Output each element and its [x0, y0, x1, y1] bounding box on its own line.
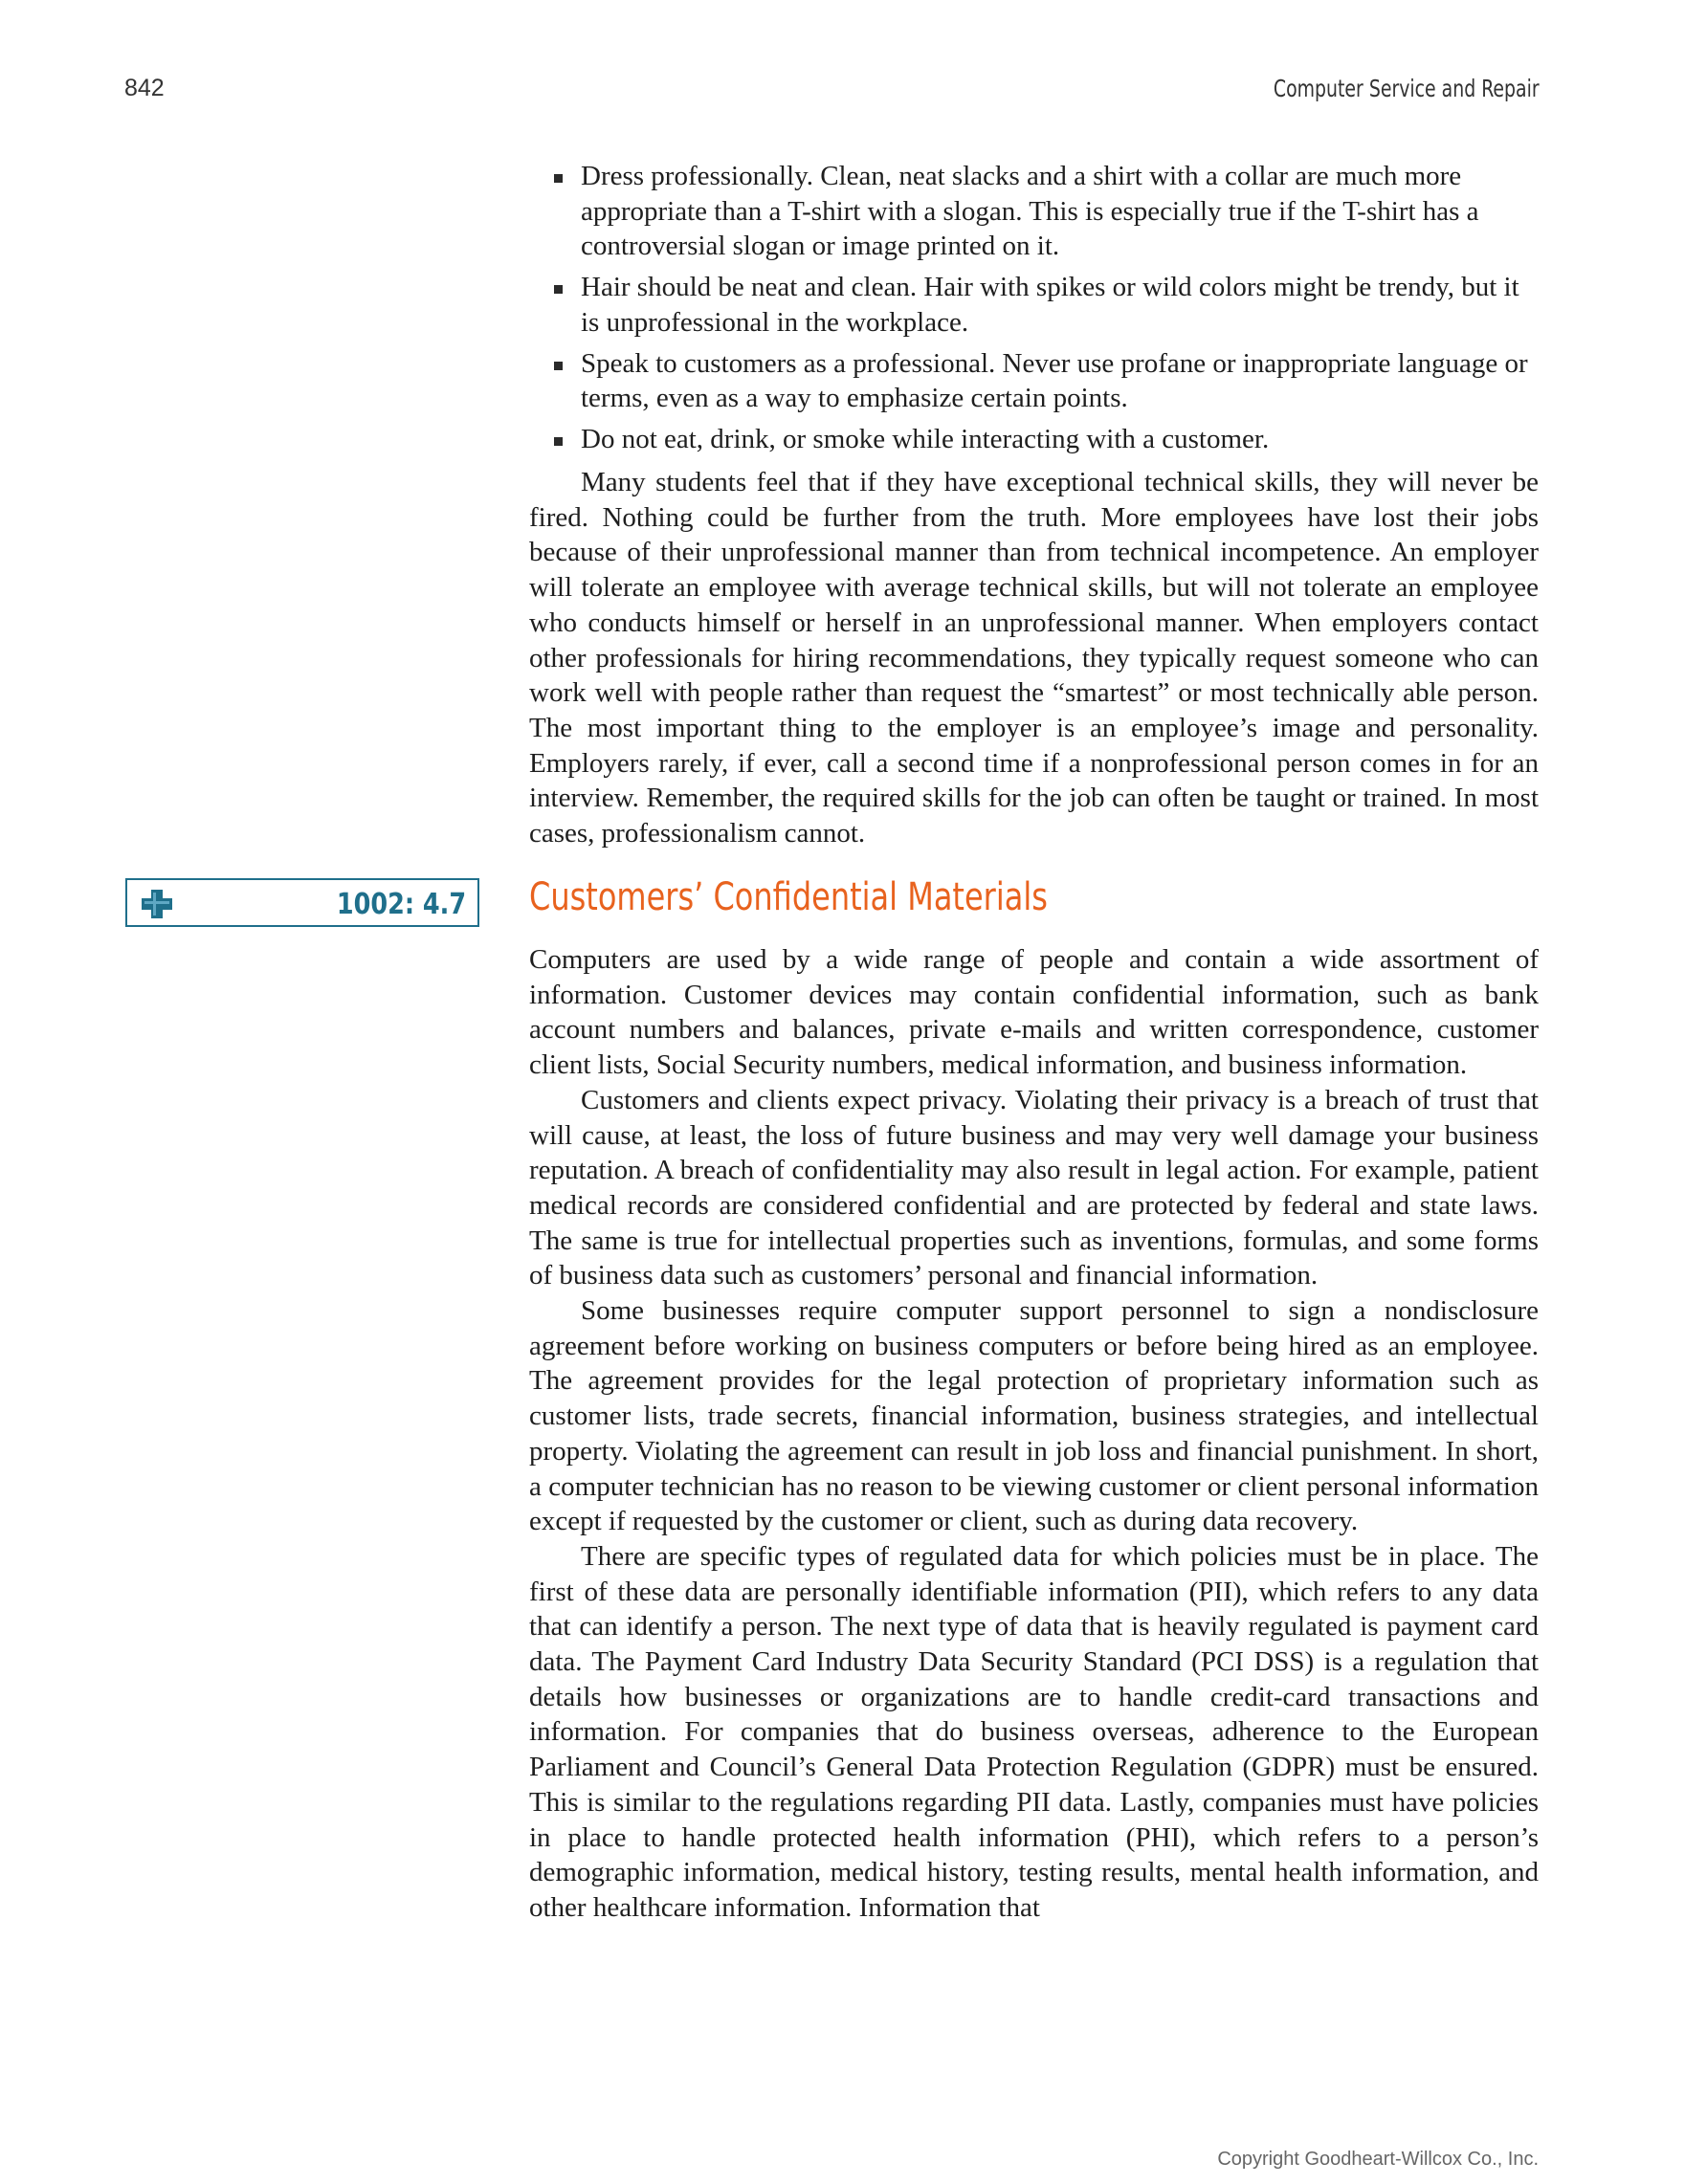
list-item-text: Dress professionally. Clean, neat slacks and a shirt with a collar are much more appropriate than a T-shirt with a slogan. This is especially true if the T-shirt has a controversial slogan or image printed on it.	[581, 161, 1479, 262]
objective-code: 1002: 4.7	[336, 888, 466, 921]
intro-text-block	[529, 465, 1539, 851]
square-bullet-icon	[554, 437, 563, 446]
list-item-text: Do not eat, drink, or smoke while interacting with a customer.	[581, 423, 1270, 454]
bullet-list	[529, 159, 1539, 463]
body-paragraph: Computers are used by a wide range of people and contain a wide assortment of information. Customer devices may contain confidential information, such as bank account numbers and balances, private e-mails and written correspondence, customer client lists, Social Security numbers, medical information, and business information.	[529, 944, 1539, 1081]
list-item-text: Hair should be neat and clean. Hair with spikes or wild colors might be trendy, but it is unprofessional in the workplace.	[581, 272, 1519, 338]
exam-objective-badge	[125, 878, 479, 927]
plus-cross-icon	[139, 889, 175, 919]
square-bullet-icon	[554, 174, 563, 183]
body-paragraph: There are specific types of regulated data for which policies must be in place. The first of these data are personally identifiable information (PII), which refers to any data that can identify a person. The next type of data that is heavily regulated is payment card data. The Payment Card Industry Data Security Standard (PCI DSS) is a regulation that details how businesses or organizations are to handle credit-card transactions and information. For companies that do business overseas, adherence to the European Parliament and Council’s General Data Protection Regulation (GDPR) must be ensured. This is similar to the regulations regarding PII data. Lastly, companies must have policies in place to handle protected health information (PHI), which refers to a person’s demographic information, medical history, testing results, mental health information, and other healthcare information. Information that	[529, 1540, 1539, 1923]
square-bullet-icon	[554, 285, 563, 294]
body-paragraph: Customers and clients expect privacy. Violating their privacy is a breach of trust that will cause, at least, the loss of future business and may very well damage your business reputation. A breach of confidentiality may also result in legal action. For example, patient medical records are considered confidential and are protected by federal and state laws. The same is true for intellectual properties such as inventions, formulas, and some forms of business data such as customers’ personal and financial information.	[529, 1084, 1539, 1291]
body-paragraph: Many students feel that if they have exceptional technical skills, they will never be fired. Nothing could be further from the truth. More employees have lost their jobs because of their unprofessional manner than from technical incompetence. An employer will tolerate an employee with average technical skills, but will not tolerate an employee who conducts himself or herself in an unprofessional manner. When employers contact other professionals for hiring recommendations, they typically request someone who can work well with people rather than request the “smartest” or most technically able person. The most important thing to the employer is an employee’s image and personality. Employers rarely, if ever, call a second time if a nonprofessional person comes in for an interview. Remember, the required skills for the job can often be taught or trained. In most cases, professionalism cannot.	[529, 467, 1539, 849]
section-heading: Customers’ Confidential Materials	[529, 875, 1048, 919]
list-item-text: Speak to customers as a professional. Never use profane or inappropriate language or terms, even as a way to emphasize certain points.	[581, 347, 1528, 414]
body-paragraph: Some businesses require computer support personnel to sign a nondisclosure agreement before working on business computers or before being hired as an employee. The agreement provides for the legal protection of proprietary information such as customer lists, trade secrets, financial information, business strategies, and intellectual property. Violating the agreement can result in job loss and financial punishment. In short, a computer technician has no reason to be viewing customer or client personal information except if requested by the customer or client, such as during data recovery.	[529, 1295, 1539, 1537]
square-bullet-icon	[554, 362, 563, 370]
section-text-block	[529, 942, 1539, 1926]
page-number: 842	[124, 75, 165, 101]
list-item	[529, 159, 1539, 264]
copyright-notice: Copyright Goodheart-Willcox Co., Inc.	[1217, 2149, 1539, 2170]
book-title: Computer Service and Repair	[1274, 75, 1540, 102]
list-item	[529, 270, 1539, 340]
list-item	[529, 346, 1539, 416]
list-item	[529, 422, 1539, 457]
